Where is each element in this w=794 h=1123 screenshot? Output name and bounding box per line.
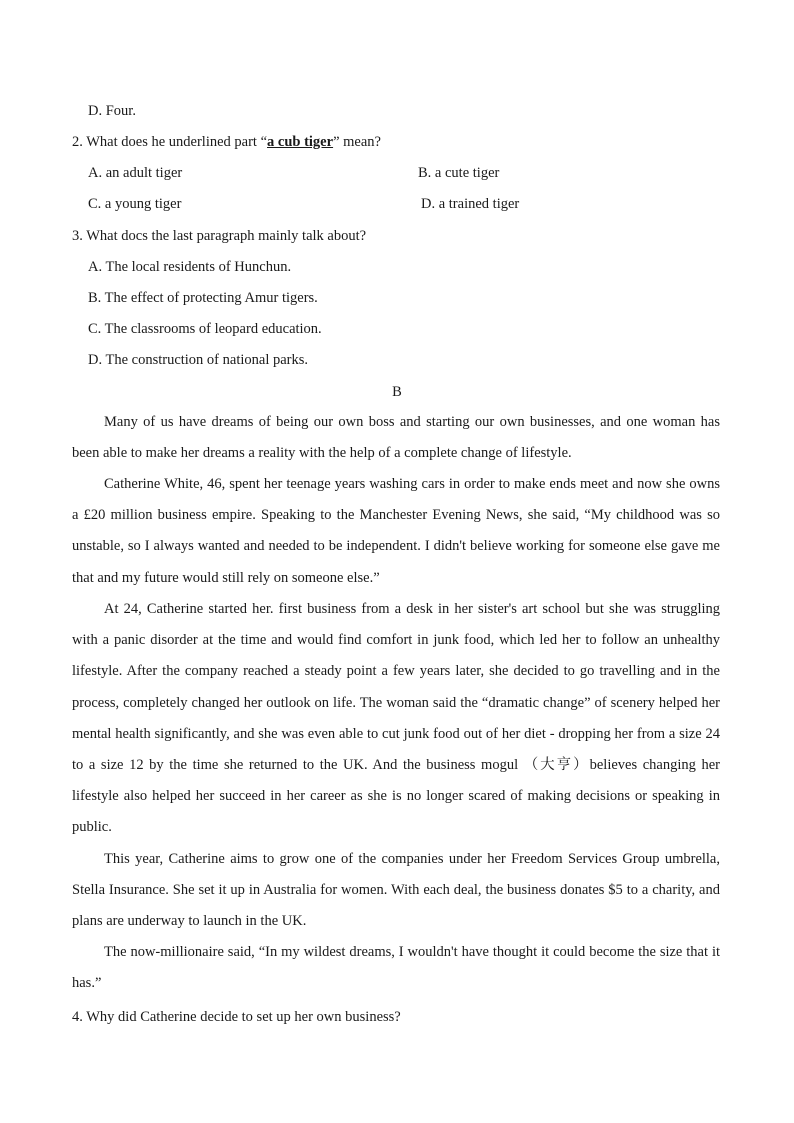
q1-option-d: D. Four. xyxy=(88,103,136,119)
q2-question-suffix: ” mean? xyxy=(333,134,381,150)
q3-option-d: D. The construction of national parks. xyxy=(88,352,308,368)
section-b-heading: B xyxy=(392,384,402,400)
passage-paragraph-3: At 24, Catherine started her. first business from a desk in her sister's art school but she was struggling with a panic disorder at the time and would find comfort in junk food, which led her to follow an unhealthy lifestyle. After the company reached a steady point a few years later, she decided to go travelling and in the process, completely changed her outlook on life. The woman said the “dramatic change” of scenery helped her mental health significantly, and she was even able to cut junk food out of her diet - dropping her from a size 24 to a size 12 by the time she returned to the UK. And the business mogul （大亨）believes changing her lifestyle also helped her succeed in her career as she is no longer scared of making decisions or speaking in public. xyxy=(72,601,720,836)
q2-option-c: C. a young tiger xyxy=(88,196,182,212)
q2-question-prefix: 2. What does he underlined part “ xyxy=(72,134,268,150)
q2-option-d: D. a trained tiger xyxy=(421,196,520,212)
passage-paragraph-5: The now-millionaire said, “In my wildest dreams, I wouldn't have thought it could become the size that it has.” xyxy=(72,944,720,992)
q2-option-b: B. a cute tiger xyxy=(418,165,500,181)
q3-option-c: C. The classrooms of leopard education. xyxy=(88,321,322,337)
q2-underlined-phrase: a cub tiger xyxy=(267,134,334,150)
q3-option-b: B. The effect of protecting Amur tigers. xyxy=(88,290,318,306)
q3-question: 3. What docs the last paragraph mainly talk about? xyxy=(72,228,367,244)
passage-paragraph-2: Catherine White, 46, spent her teenage years washing cars in order to make ends meet and now she owns a £20 million business empire. Speaking to the Manchester Evening News, she said, “My childhood was so unstable, so I always wanted and needed to be independent. I didn't believe working for someone else gave me that and my future would still rely on someone else.” xyxy=(72,476,720,586)
q2-question xyxy=(72,133,381,151)
passage-paragraph-1: Many of us have dreams of being our own boss and starting our own businesses, and one woman has been able to make her dreams a reality with the help of a complete change of lifestyle. xyxy=(72,414,720,462)
q3-option-a: A. The local residents of Hunchun. xyxy=(88,259,292,275)
passage-paragraph-4: This year, Catherine aims to grow one of the companies under her Freedom Services Group umbrella, Stella Insurance. She set it up in Australia for women. With each deal, the business donates $5 to a charity, and plans are underway to launch in the UK. xyxy=(72,851,720,930)
q4-question: 4. Why did Catherine decide to set up her own business? xyxy=(72,1009,401,1025)
q2-option-a: A. an adult tiger xyxy=(88,165,183,181)
